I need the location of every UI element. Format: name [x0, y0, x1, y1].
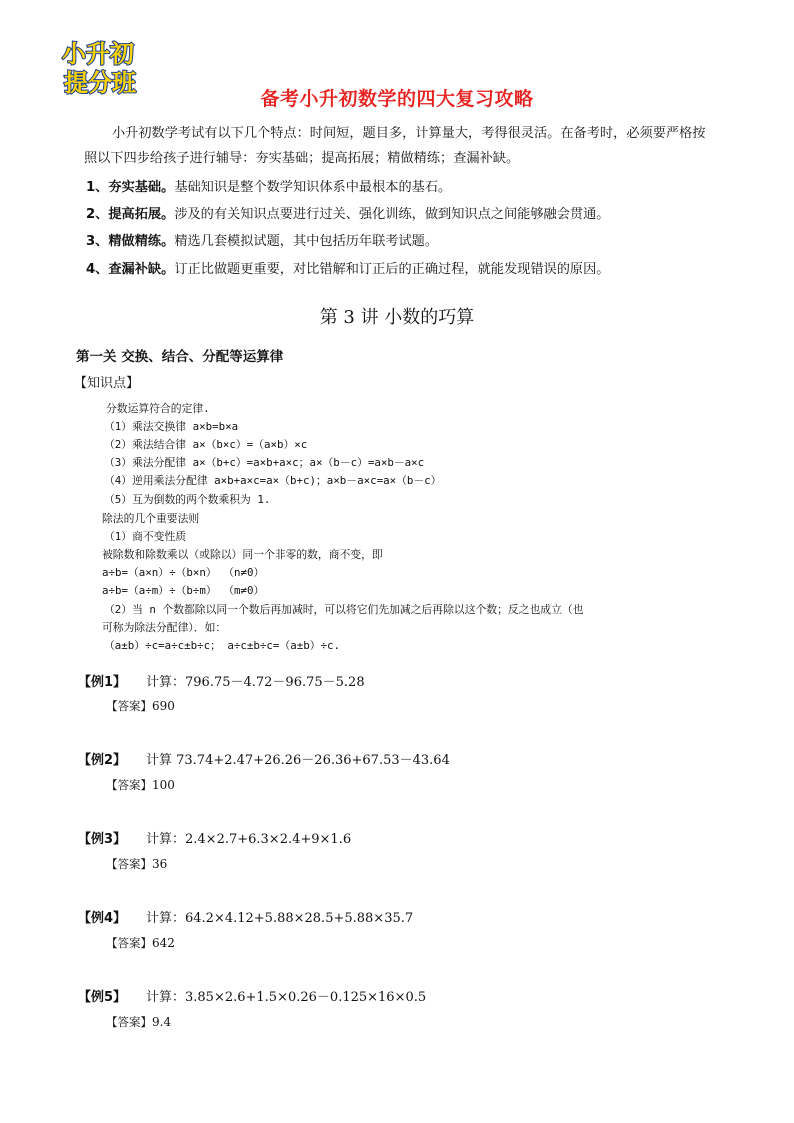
knowledge-line: 被除数和除数乘以（或除以）同一个非零的数，商不变，即 — [102, 548, 383, 561]
example-2-text: 计算 73.74+2.47+26.26－26.36+67.53－43.64 — [146, 753, 450, 768]
tip-4-text: 订正比做题更重要，对比错解和订正后的正确过程，就能发现错误的原因。 — [174, 262, 610, 277]
tip-2-text: 涉及的有关知识点要进行过关、强化训练，做到知识点之间能够融会贯通。 — [174, 207, 610, 222]
tip-1-text: 基础知识是整个数学知识体系中最根本的基石。 — [174, 180, 452, 195]
example-4-label: 【例4】 — [78, 911, 127, 926]
knowledge-line: （1）商不变性质 — [104, 530, 187, 543]
answer-label: 【答案】 — [106, 1015, 152, 1029]
logo-line1: 小升初 — [62, 40, 134, 68]
example-5-answer — [106, 1014, 171, 1030]
page-title: 备考小升初数学的四大复习攻略 — [260, 88, 534, 110]
knowledge-line: （4）逆用乘法分配律 a×b+a×c=a×（b+c)；a×b－a×c=a×（b－c） — [104, 474, 442, 487]
example-5-label: 【例5】 — [78, 990, 127, 1005]
knowledge-line: （1）乘法交换律 a×b=b×a — [104, 420, 239, 433]
knowledge-line: （2）乘法结合律 a×（b×c）=（a×b）×c — [104, 438, 308, 451]
example-1-text: 计算：796.75－4.72－96.75－5.28 — [146, 675, 365, 690]
example-1-label: 【例1】 — [78, 675, 127, 690]
tip-3-text: 精选几套模拟试题，其中包括历年联考试题。 — [174, 234, 439, 249]
knowledge-line: a÷b=（a×n）÷（b×n） （n≠0） — [102, 566, 265, 579]
answer-label: 【答案】 — [106, 936, 152, 950]
answer-value: 36 — [152, 857, 168, 871]
knowledge-line: 除法的几个重要法则 — [102, 512, 200, 525]
example-2-answer — [106, 777, 175, 793]
knowledge-line: （2）当 n 个数都除以同一个数后再加减时，可以将它们先加减之后再除以这个数；反之也成立（也 — [104, 603, 584, 616]
example-2-label: 【例2】 — [78, 753, 127, 768]
logo-line2: 提分班 — [64, 69, 136, 97]
tip-1-head: 1、夯实基础。 — [86, 180, 175, 195]
knowledge-line: a÷b=（a÷m）÷（b÷m） （m≠0） — [102, 584, 265, 597]
tip-3 — [86, 230, 438, 249]
tip-2-head: 2、提高拓展。 — [86, 207, 175, 222]
example-3-text: 计算：2.4×2.7+6.3×2.4+9×1.6 — [146, 832, 352, 847]
answer-label: 【答案】 — [106, 778, 152, 792]
example-4-answer — [106, 935, 175, 951]
lesson-title: 第 3 讲 小数的巧算 — [319, 307, 475, 328]
tip-3-head: 3、精做精练。 — [86, 234, 175, 249]
answer-value: 100 — [152, 778, 175, 792]
knowledge-line: （5）互为倒数的两个数乘积为 1. — [104, 493, 271, 506]
knowledge-line: 分数运算符合的定律. — [106, 402, 210, 415]
example-5-text: 计算：3.85×2.6+1.5×0.26－0.125×16×0.5 — [146, 990, 427, 1005]
knowledge-line: （3）乘法分配律 a×（b+c）=a×b+a×c；a×（b－c）=a×b－a×c — [104, 456, 425, 469]
example-1-answer — [106, 698, 175, 714]
tip-4-head: 4、查漏补缺。 — [86, 262, 175, 277]
example-3-answer — [106, 856, 167, 872]
answer-value: 642 — [152, 936, 175, 950]
example-3-label: 【例3】 — [78, 832, 127, 847]
answer-value: 690 — [152, 699, 175, 713]
answer-label: 【答案】 — [106, 857, 152, 871]
example-4-text: 计算：64.2×4.12+5.88×28.5+5.88×35.7 — [146, 911, 414, 926]
tip-1 — [86, 176, 451, 195]
section-title: 第一关 交换、结合、分配等运算律 — [76, 349, 284, 365]
knowledge-label: 【知识点】 — [74, 376, 140, 391]
tip-2 — [86, 203, 610, 222]
tip-4 — [86, 258, 610, 277]
knowledge-line: （a±b）÷c=a÷c±b÷c； a÷c±b÷c=（a±b）÷c. — [104, 639, 340, 652]
knowledge-line: 可称为除法分配律）．如： — [102, 621, 227, 634]
answer-value: 9.4 — [152, 1015, 172, 1029]
answer-label: 【答案】 — [106, 699, 152, 713]
intro-paragraph: 小升初数学考试有以下几个特点：时间短，题目多，计算量大，考得很灵活。在备考时，必须要严格按照以下四步给孩子进行辅导：夯实基础；提高拓展；精做精练；查漏补缺。 — [84, 126, 706, 166]
